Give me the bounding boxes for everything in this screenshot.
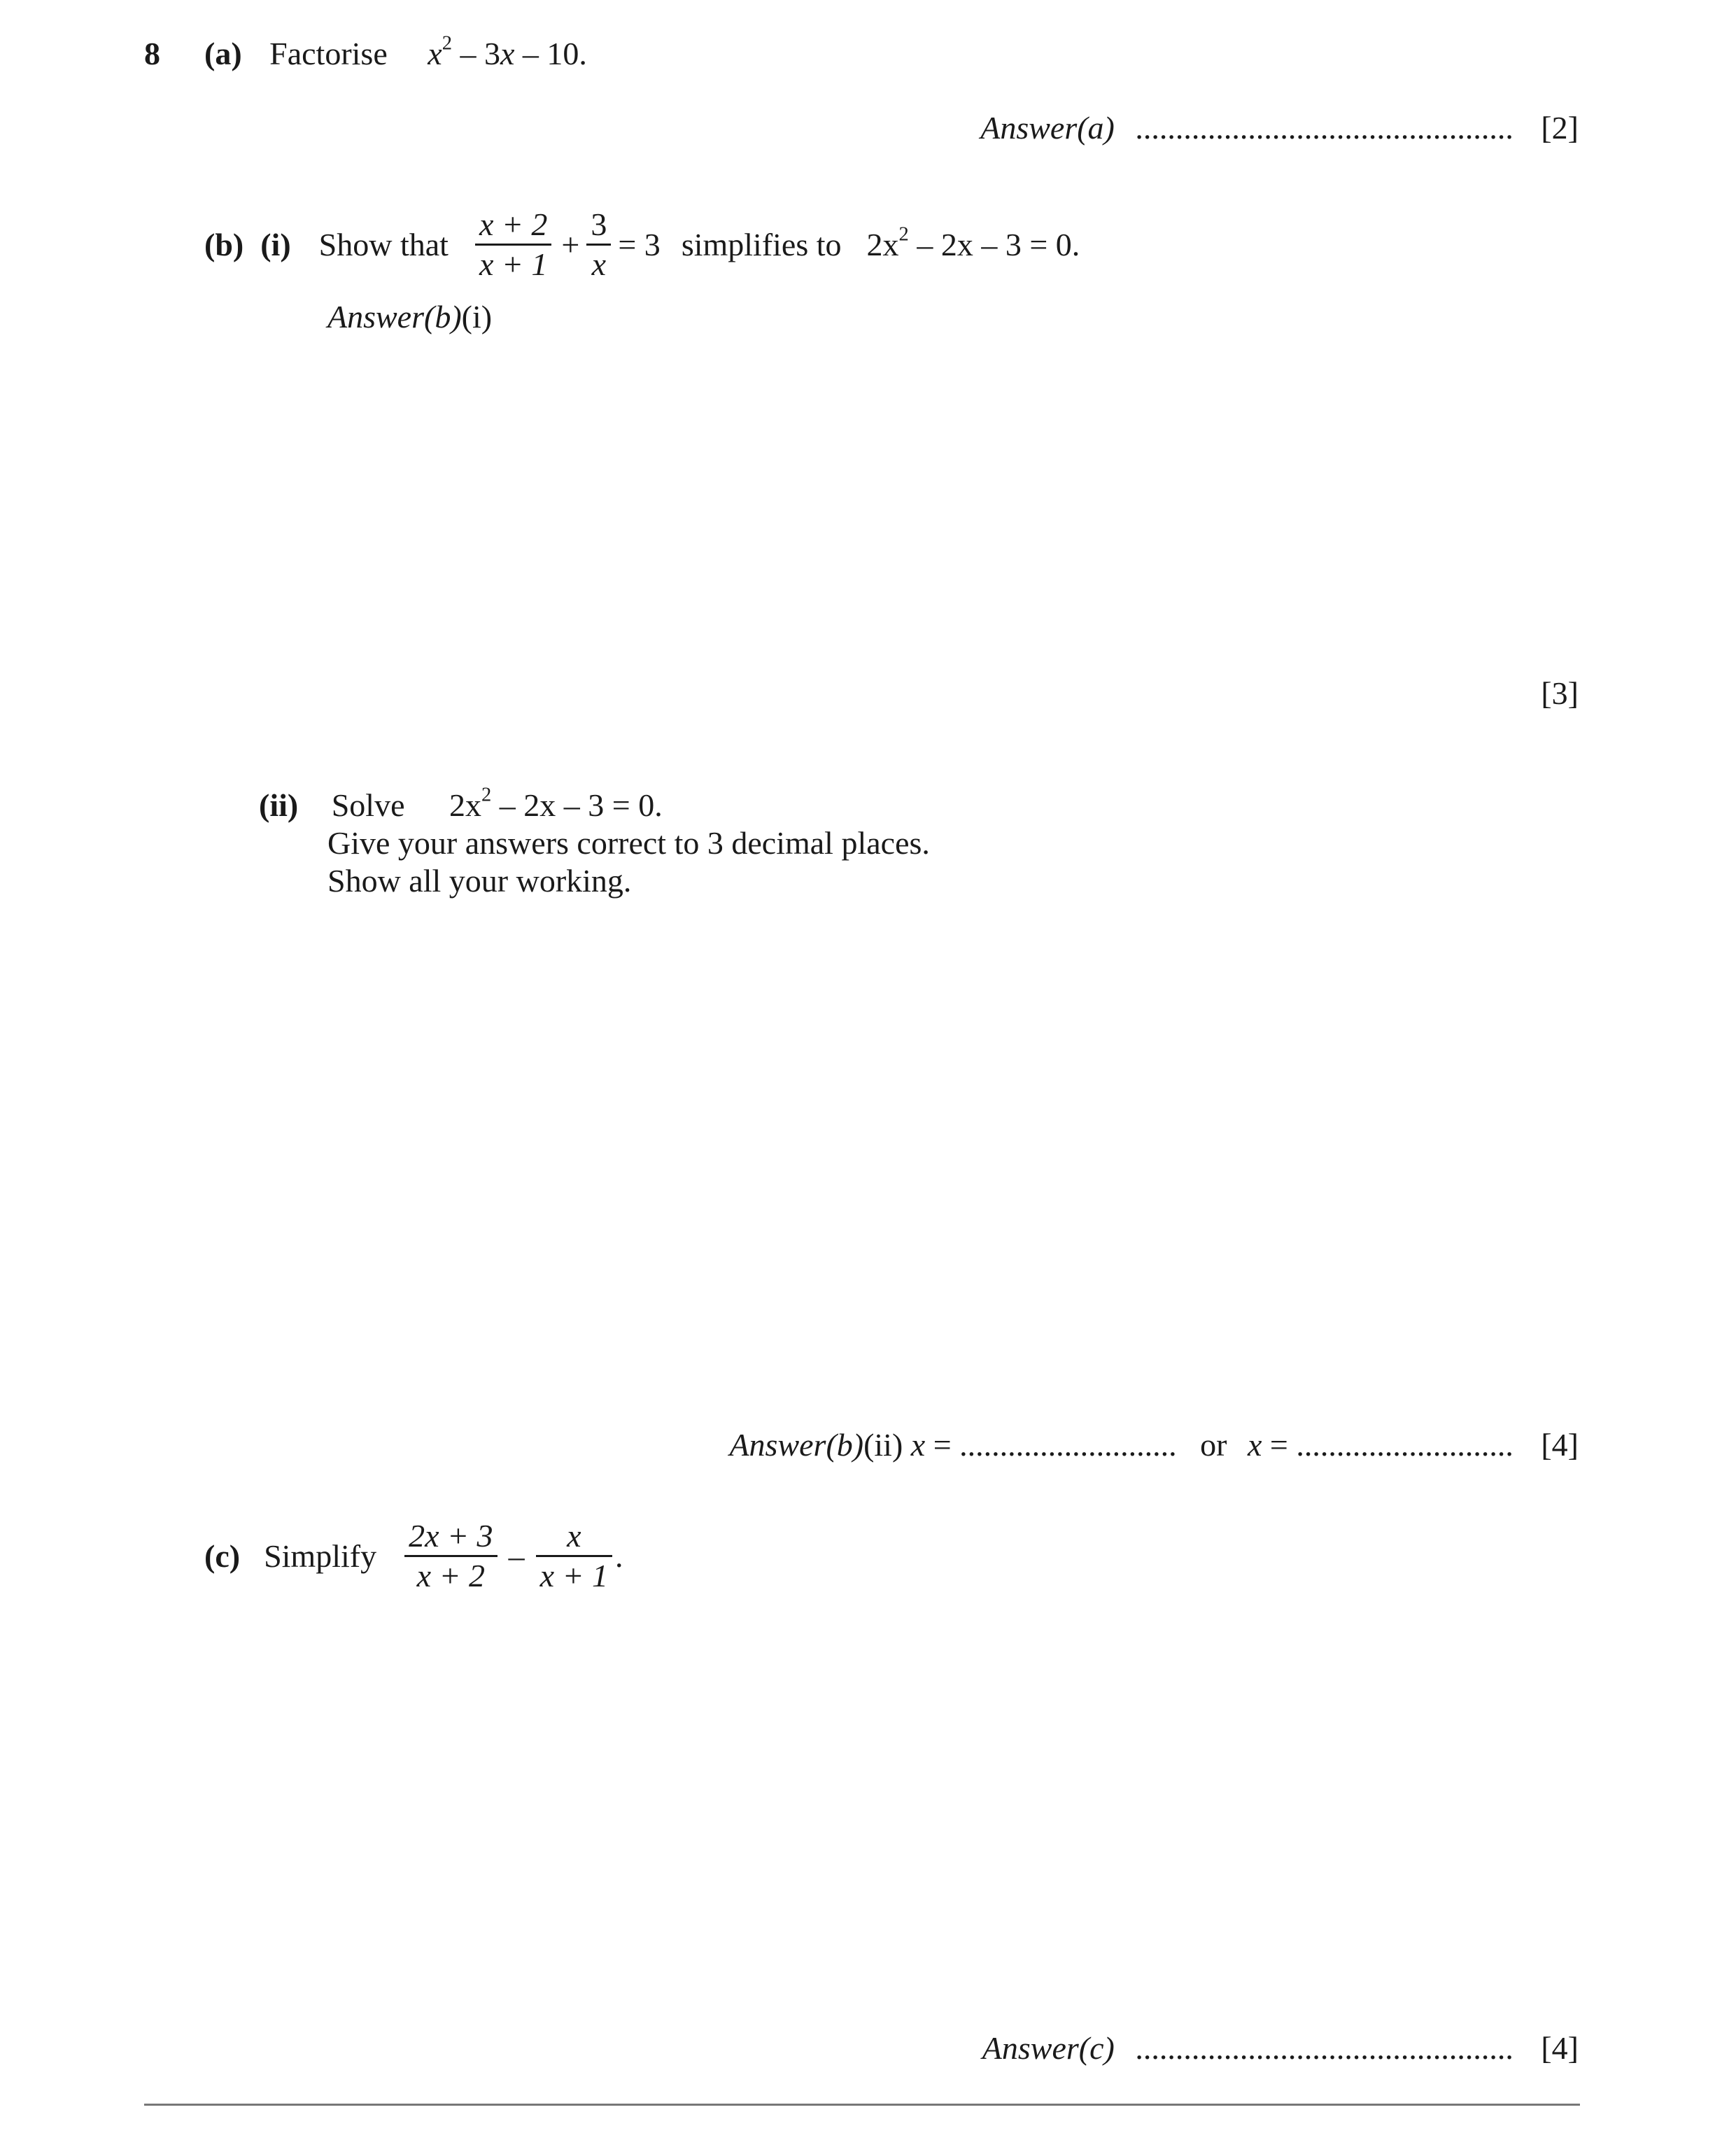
part-b-ii-answer-label: Answer(b): [729, 1427, 864, 1463]
part-b-ii-instruction-1: Give your answers correct to 3 decimal places.: [327, 825, 930, 861]
part-c-marks: [4]: [1541, 2030, 1579, 2066]
part-b-label: (b): [204, 226, 244, 262]
plus-sign: +: [561, 226, 580, 262]
part-c-answer-dots[interactable]: ...............................................: [1135, 2030, 1513, 2066]
part-c-label: (c): [204, 1537, 241, 1574]
part-b-ii-label: (ii): [259, 787, 299, 823]
part-a-verb: Factorise: [269, 36, 388, 71]
part-b-ii-answer-dots-1[interactable]: ...........................: [959, 1427, 1177, 1463]
question-number: 8: [144, 36, 160, 71]
or-text: or: [1200, 1427, 1227, 1463]
fraction-x-plus-2-over-x-plus-1: $\frac{x + 2}{x + 1}$: [475, 209, 551, 281]
part-b-ii-answer-line: Answer(b)(ii) x = ........................... or x = ........................... [4]: [729, 1427, 1579, 1463]
part-b-ii-marks: [4]: [1541, 1427, 1579, 1463]
part-c-prompt: [204, 1520, 623, 1592]
part-b-ii-answer-dots-2[interactable]: ...........................: [1296, 1427, 1513, 1463]
part-a-marks: [2]: [1541, 110, 1579, 146]
fraction-x-over-x-plus-1: $\frac{x}{x + 1}$: [536, 1520, 612, 1592]
part-c-answer-line: [982, 2032, 1579, 2064]
part-c-verb: Simplify: [264, 1537, 377, 1574]
full-stop: .: [615, 1537, 623, 1574]
fraction-3-over-x: $\frac{3}{x}$: [586, 209, 611, 281]
target-equation: $2x^2 - 2x - 3 = 0$.: [866, 223, 1080, 262]
part-b-ii-verb: Solve: [331, 787, 405, 823]
part-b-i-label: (i): [260, 226, 291, 262]
part-b-ii-prompt: [259, 784, 663, 823]
simplifies-to-text: simplifies to: [681, 226, 842, 262]
part-a-expression: $x^2 - 3x - 10$.: [428, 32, 587, 71]
part-c-answer-label: Answer(c): [982, 2030, 1115, 2066]
part-b-i-text: Show that: [318, 226, 449, 262]
part-a-prompt: [204, 32, 587, 71]
part-b-i-prompt: [204, 206, 1080, 282]
equals-three: = 3: [618, 226, 661, 262]
part-b-i-answer-label: Answer(b)(i): [327, 299, 493, 335]
part-a-answer-label: Answer(a): [980, 110, 1115, 146]
part-b-i-marks: [3]: [1541, 675, 1579, 711]
part-a-answer-dots[interactable]: ...............................................: [1135, 110, 1513, 146]
part-b-ii-instruction-2: Show all your working.: [327, 863, 632, 899]
part-a-answer-line: [980, 112, 1579, 144]
page-bottom-rule: [144, 2104, 1580, 2106]
fraction-2x-plus-3-over-x-plus-2: $\frac{2x + 3}{x + 2}$: [404, 1520, 497, 1592]
minus-sign: –: [508, 1537, 525, 1574]
part-b-ii-equation: $2x^2 - 2x - 3 = 0$.: [449, 784, 663, 823]
part-a-label: (a): [204, 36, 242, 71]
